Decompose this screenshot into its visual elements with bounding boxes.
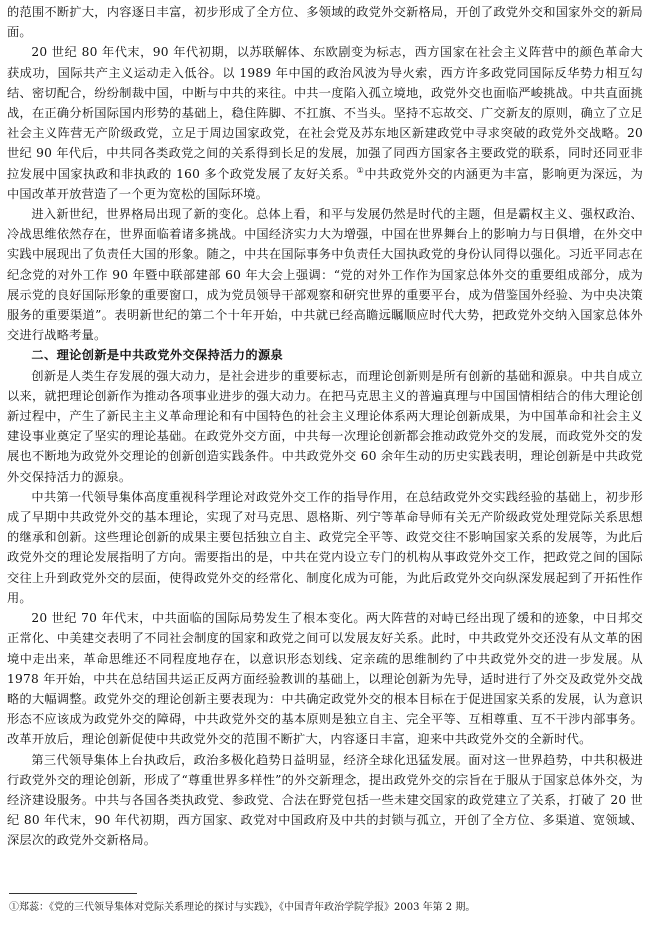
- paragraph-1980s: [7, 42, 643, 204]
- paragraph-third-generation: 第三代领导集体上台执政后，政治多极化趋势日益明显，经济全球化迅猛发展。面对这一世界趋势，中共积极进行政党外交的理论创新，形成了“尊重世界多样性”的外交新理念，提出政党外交的宗旨在于服从于国家总体外交，为经济建设服务。中共与各国各类执政党、参政党、合法在野党包括一些未建交国家的政党建立了关系，打破了 20 世纪 80 年代末，90 年代初期，西方国家、政党对中国政府及中共的封锁与孤立，开创了全方位、多渠道、宽领域、深层次的政党外交新格局。: [7, 752, 643, 848]
- paragraph-new-century: 进入新世纪，世界格局出现了新的变化。总体上看，和平与发展仍然是时代的主题，但是霸权主义、强权政治、冷战思维依然存在，世界面临着诸多挑战。中国经济实力大为增强，中国在世界舞台上的影响力与日俱增，在外交中实践中展现出了负责任大国的形象。随之，中共在国际事务中负责任大国执政党的身份认同得以强化。习近平同志在纪念党的对外工作 90 年暨中联部建部 60 年大会上强调：“党的对外工作作为国家总体外交的重要组成部分，成为展示党的良好国际形象的重要窗口，成为党员领导干部观察和研究世界的重要平台，成为借鉴国外经验、为中央决策服务的重要渠道”。表明新世纪的第二个十年开始，中共就已经高瞻远瞩顺应时代大势，把政党外交纳入国家总体外交进行战略考量。: [7, 207, 643, 343]
- paragraph-first-generation: 中共第一代领导集体高度重视科学理论对政党外交工作的指导作用，在总结政党外交实践经验的基础上，初步形成了早期中共政党外交的基本理论，实现了对马克思、恩格斯、列宁等革命导师有关无产阶级政党处理党际关系思想的继承和创新。这些理论创新的成果主要包括独立自主、政党完全平等、政党交往不影响国家关系的发展等，为此后政党外交的理论发展指明了方向。需要指出的是，中共在党内设立专门的机构从事政党外交工作，把政党之间的国际交往上升到政党外交的层面，使得政党外交的经常化、制度化成为可能，为此后政党外交向纵深发展起到了开拓性作用。: [7, 489, 643, 605]
- paragraph-1970s: 20 世纪 70 年代末，中共面临的国际局势发生了根本变化。两大阵营的对峙已经出现了缓和的迹象，中日邦交正常化、中美建交表明了不同社会制度的国家和政党之间可以发展友好关系。此时，中共政党外交还没有从文革的困境中走出来，革命思维还不同程度地存在，以意识形态划线、定亲疏的思维制约了中共政党外交的进一步发展。从 1978 年开始，中共在总结国共运正反两方面经验教训的基础上，以理论创新为先导，适时进行了外交及政党外交战略的大幅调整。政党外交的理论创新主要表现为：中共确定政党外交的根本目标在于促进国家关系的发展，认为意识形态不应该成为政党外交的障碍，中共政党外交的基本原则是独立自主、完全平等、互相尊重、互不干涉内部事务。改革开放后，理论创新促使中共政党外交的范围不断扩大，内容逐日丰富，迎来中共政党外交的全新时代。: [7, 611, 643, 747]
- footnote-marker[interactable]: ①: [356, 165, 365, 175]
- paragraph-1980s-tail: 中共政党外交的内涵更为丰富，影响更为深远，为中国改革开放营造了一个更为宽松的国际环境。: [7, 166, 644, 201]
- section-heading: 二、理论创新是中共政党外交保持活力的源泉: [31, 348, 284, 363]
- paragraph-1980s-text: 20 世纪 80 年代末，90 年代初期，以苏联解体、东欧剧变为标志，西方国家在社会主义阵营中的颜色革命大获成功，国际共产主义运动走入低谷。以 1989 年中国的政治风波为导火索，西方许多政党同国际反华势力相互勾结、密切配合，纷纷制裁中国，中断与中共的来往。中共一度陷入孤立境地，政党外交也面临严峻挑战。中共直面挑战，在正确分析国际国内形势的基础上，稳住阵脚、不扛旗、不当头。坚持不忘故交、广交新友的原则，确立了立足社会主义阵营无产阶级政党，立足于周边国家政党，在社会党及苏东地区新建政党中寻求突破的政党外交战略。20 世纪 90 年代后，中共同各类政党之间的关系得到长足的发展，加强了同西方国家各主要政党的联系，同时还同亚非拉发展中国家执政和非执政的 160 多个政党发展了友好关系。: [7, 45, 643, 181]
- paragraph-innovation: 创新是人类生存发展的强大动力，是社会进步的重要标志，而理论创新则是所有创新的基础和源泉。中共自成立以来，就把理论创新作为推动各项事业进步的强大动力。在把马克思主义的普遍真理与中国国情相结合的伟大理论创新过程中，产生了新民主主义革命理论和有中国特色的社会主义理论体系两大理论创新成果，为中国革命和社会主义建设事业奠定了坚实的理论基础。在政党外交方面，中共每一次理论创新都会推动政党外交的发展，而政党外交的发展也不断地为政党外交理论的创新创造实践条件。中共政党外交 60 余年生动的历史实践表明，理论创新是中共政党外交保持活力的源泉。: [7, 368, 643, 484]
- footnote-divider: [9, 893, 137, 894]
- footnote: ①郑蕊：《党的三代领导集体对党际关系理论的探讨与实践》，《中国青年政治学院学报》2003 年第 2 期。: [9, 902, 476, 913]
- paragraph-continued: 的范围不断扩大，内容逐日丰富，初步形成了全方位、多领域的政党外交新格局，开创了政党外交和国家外交的新局面。: [7, 5, 643, 40]
